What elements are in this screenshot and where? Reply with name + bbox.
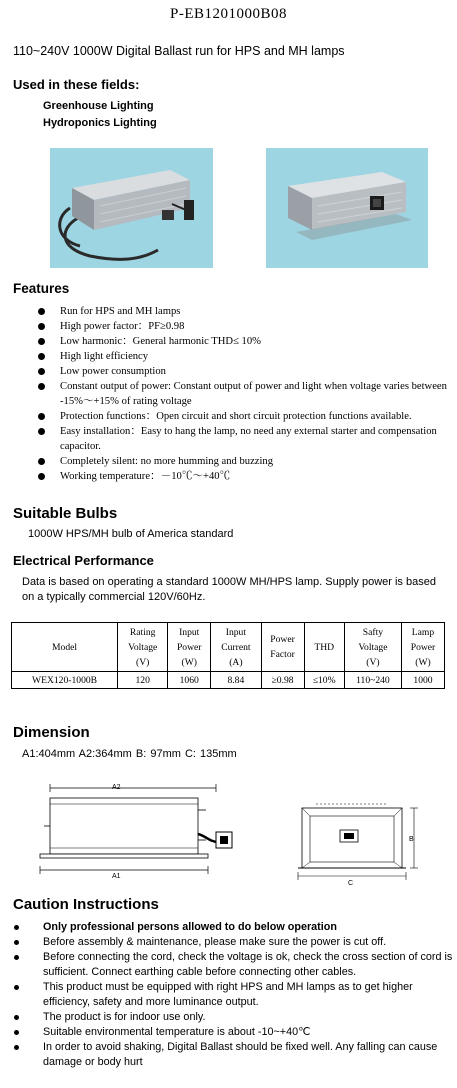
product-code: P-EB1201000B08 [169,6,287,22]
header-cell: Input Power (W) [168,623,211,672]
spec-table [11,622,445,689]
ballast-side-drawing [34,780,244,880]
feature-item: Constant output of power: Constant output of power and light when voltage varies between -15%～+15% of rating voltage [38,379,457,409]
ballast-photo-with-socket [266,148,428,268]
caution-item: Before connecting the cord, check the voltage is ok, check the cross section of cord is sufficient. Connect earthing cable before connecting other cables. [14,950,454,980]
header-cell: Rating Voltage (V) [118,623,168,672]
field-hydroponics: Hydroponics Lighting [43,117,157,129]
bullet-icon [38,428,45,435]
caution-list [14,920,454,1070]
caution-item: This product must be equipped with right HPS and MH lamps as to get higher efficiency, safety and more luminance output. [14,980,454,1010]
header-cell: Lamp Power (W) [402,623,445,672]
feature-item: Easy installation：Easy to hang the lamp, no need any external starter and compensation capacitor. [38,424,457,454]
table-cell: 1060 [168,672,211,689]
electrical-title: Electrical Performance [13,553,154,568]
ballast-photo-with-cable [50,148,213,268]
label-c: C [348,880,354,886]
table-cell: ≤10% [304,672,344,689]
table-cell: 1000 [402,672,445,689]
bullet-icon [38,458,45,465]
bullet-icon [38,353,45,360]
caution-item: In order to avoid shaking, Digital Ballast should be fixed well. Any falling can cause damage or body hurt [14,1040,454,1070]
ballast-end-drawing [290,796,430,886]
table-cell: 110~240 [344,672,401,689]
caution-item: Before assembly & maintenance, please make sure the power is cut off. [14,935,454,950]
product-subtitle: 110~240V 1000W Digital Ballast run for HPS and MH lamps [13,44,345,58]
table-cell: 8.84 [211,672,261,689]
table-cell: WEX120-1000B [12,672,118,689]
dimension-text: A1:404mm A2:364mm B: 97mm C: 135mm [22,748,237,760]
table-cell: 120 [118,672,168,689]
header-cell: Model [12,623,118,672]
header-cell: Safty Voltage (V) [344,623,401,672]
field-greenhouse: Greenhouse Lighting [43,100,154,112]
label-b: B [409,836,414,843]
bullet-icon [14,1045,19,1050]
label-a1: A1 [112,873,121,880]
bullet-icon [14,940,19,945]
bullet-icon [14,1015,19,1020]
bullet-icon [38,338,45,345]
bullet-icon [14,1030,19,1035]
bullet-icon [38,473,45,480]
dimension-title: Dimension [13,724,90,741]
table-row [12,672,445,689]
feature-item: High power factor：PF≥0.98 [38,319,457,334]
feature-item: Low harmonic：General harmonic THD≤ 10% [38,334,457,349]
header-cell: THD [304,623,344,672]
bulbs-title: Suitable Bulbs [13,505,118,522]
bullet-icon [38,383,45,390]
bullet-icon [38,308,45,315]
feature-item: Working temperature：－10℃～+40℃ [38,469,457,484]
caution-item: Suitable environmental temperature is about -10~+40℃ [14,1025,454,1040]
bullet-icon [14,955,19,960]
bullet-icon [38,368,45,375]
feature-item: High light efficiency [38,349,457,364]
feature-item: Run for HPS and MH lamps [38,304,457,319]
caution-item: The product is for indoor use only. [14,1010,454,1025]
features-title: Features [13,281,70,296]
used-fields-title: Used in these fields: [13,77,140,92]
caution-item: Only professional persons allowed to do below operation [14,920,454,935]
header-cell: Power Factor [261,623,304,672]
bullet-icon [38,413,45,420]
header-cell: Input Current (A) [211,623,261,672]
bullet-icon [14,925,19,930]
feature-item: Protection functions：Open circuit and short circuit protection functions available. [38,409,457,424]
table-cell: ≥0.98 [261,672,304,689]
feature-item: Completely silent: no more humming and buzzing [38,454,457,469]
bullet-icon [38,323,45,330]
bullet-icon [14,985,19,990]
label-a2: A2 [112,784,121,791]
feature-item: Low power consumption [38,364,457,379]
caution-title: Caution Instructions [13,896,159,913]
electrical-text: Data is based on operating a standard 1000W MH/HPS lamp. Supply power is based on a typically commercial 120V/60Hz. [22,576,436,603]
table-header-row [12,623,445,672]
bulbs-text: 1000W HPS/MH bulb of America standard [28,528,234,540]
features-list [38,304,457,484]
